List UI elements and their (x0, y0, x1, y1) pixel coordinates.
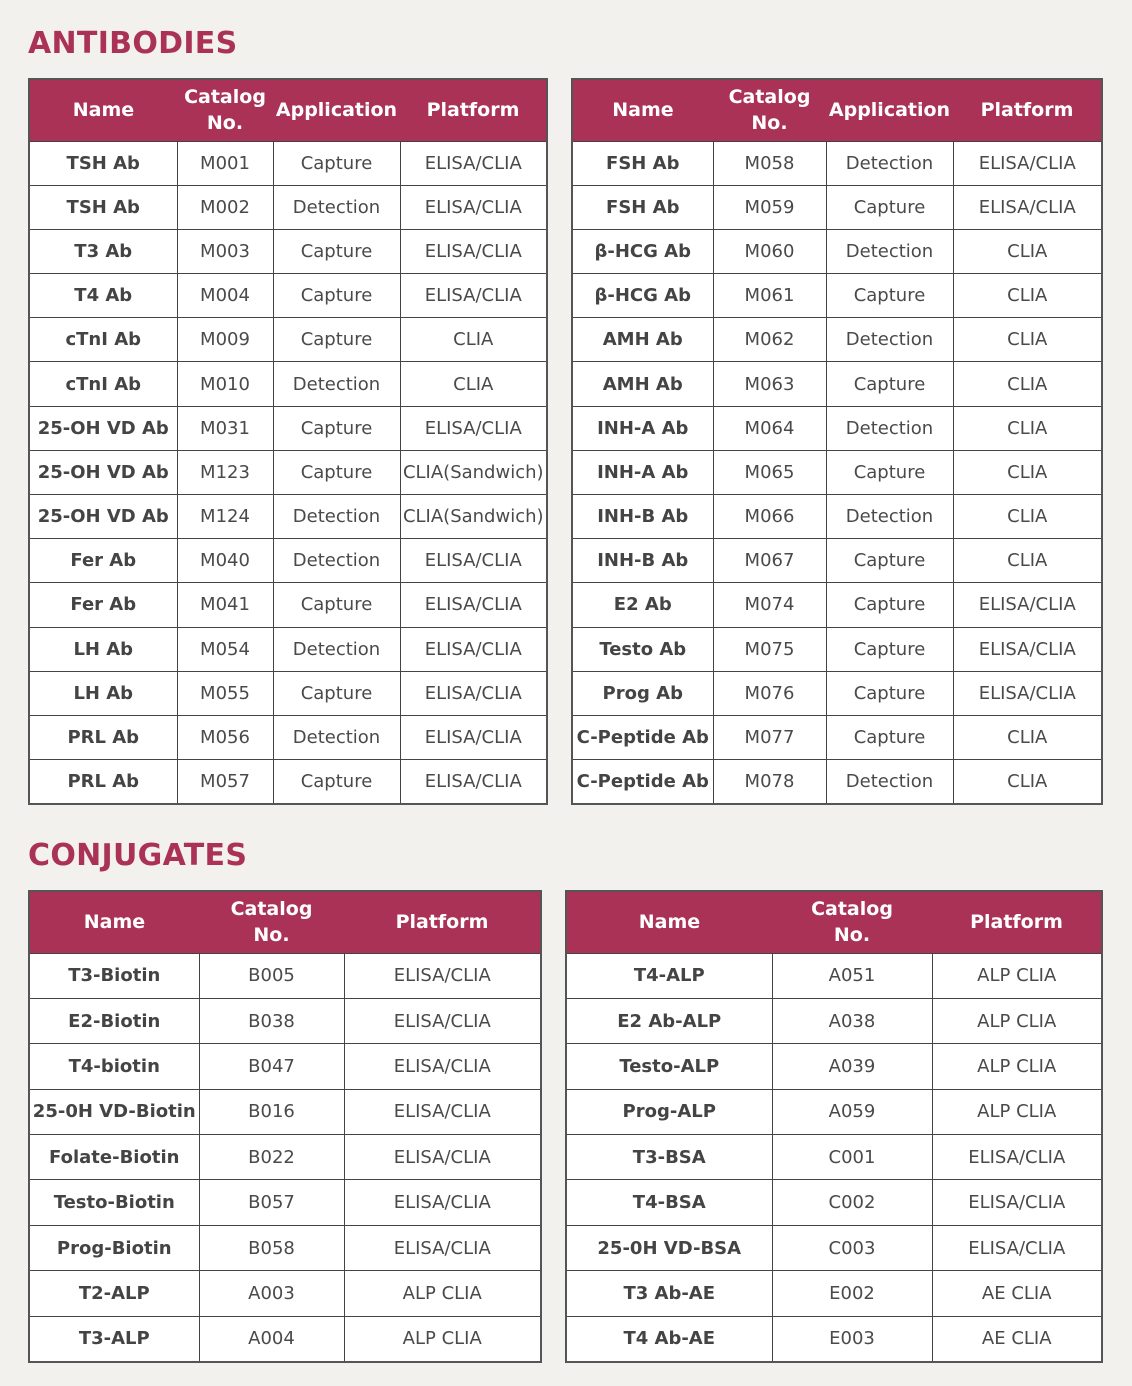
conjugates-table-left (28, 890, 542, 1363)
application-cell: Capture (826, 185, 953, 229)
table-row (572, 760, 1102, 804)
table-row (566, 998, 1102, 1043)
name-cell: T4-biotin (29, 1044, 199, 1089)
name-cell: Testo-Biotin (29, 1180, 199, 1225)
platform-cell: ELISA/CLIA (953, 627, 1102, 671)
table-row (572, 185, 1102, 229)
platform-cell: ELISA/CLIA (953, 583, 1102, 627)
platform-cell: ALP CLIA (344, 1271, 541, 1316)
column-header-name: Name (29, 79, 177, 141)
table-row (29, 362, 547, 406)
catalog-no-cell: M078 (713, 760, 826, 804)
catalog-no-cell: A004 (199, 1316, 344, 1361)
table-row (29, 998, 541, 1043)
platform-cell: AE CLIA (932, 1316, 1102, 1361)
table-row (566, 1271, 1102, 1316)
platform-cell: ELISA/CLIA (344, 1225, 541, 1270)
application-cell: Capture (826, 450, 953, 494)
name-cell: Prog-ALP (566, 1089, 772, 1134)
catalog-no-cell: M076 (713, 671, 826, 715)
application-cell: Capture (826, 274, 953, 318)
name-cell: T3 Ab (29, 229, 177, 273)
name-cell: cTnI Ab (29, 362, 177, 406)
catalog-no-cell: M057 (177, 760, 273, 804)
table-row (29, 318, 547, 362)
application-cell: Capture (273, 318, 400, 362)
catalog-no-cell: M055 (177, 671, 273, 715)
name-cell: INH-B Ab (572, 539, 713, 583)
name-cell: Prog Ab (572, 671, 713, 715)
application-cell: Capture (826, 627, 953, 671)
platform-cell: CLIA (953, 760, 1102, 804)
platform-cell: CLIA (953, 406, 1102, 450)
table-row (572, 362, 1102, 406)
table-row (29, 953, 541, 998)
column-header-catalog-no: Catalog No. (713, 79, 826, 141)
name-cell: TSH Ab (29, 185, 177, 229)
catalog-no-cell: M124 (177, 495, 273, 539)
catalog-no-cell: M010 (177, 362, 273, 406)
catalog-no-cell: M064 (713, 406, 826, 450)
application-cell: Detection (273, 715, 400, 759)
antibodies-title: ANTIBODIES (28, 26, 238, 61)
platform-cell: CLIA (953, 318, 1102, 362)
application-cell: Capture (273, 274, 400, 318)
catalog-no-cell: E002 (772, 1271, 932, 1316)
catalog-no-cell: B057 (199, 1180, 344, 1225)
name-cell: LH Ab (29, 671, 177, 715)
application-cell: Detection (826, 229, 953, 273)
table-row (29, 1225, 541, 1270)
table-row (566, 953, 1102, 998)
application-cell: Capture (273, 141, 400, 185)
platform-cell: CLIA (953, 539, 1102, 583)
platform-cell: CLIA (953, 274, 1102, 318)
table-row (572, 229, 1102, 273)
application-cell: Detection (273, 185, 400, 229)
platform-cell: ELISA/CLIA (400, 715, 547, 759)
table-row (29, 627, 547, 671)
platform-cell: ELISA/CLIA (932, 1135, 1102, 1180)
table-row (29, 141, 547, 185)
table-row (29, 671, 547, 715)
catalog-no-cell: A038 (772, 998, 932, 1043)
table-row (29, 406, 547, 450)
catalog-no-cell: M003 (177, 229, 273, 273)
catalog-no-cell: M063 (713, 362, 826, 406)
name-cell: T2-ALP (29, 1271, 199, 1316)
platform-cell: ELISA/CLIA (400, 627, 547, 671)
table-row (29, 495, 547, 539)
catalog-no-cell: B038 (199, 998, 344, 1043)
platform-cell: ELISA/CLIA (953, 141, 1102, 185)
name-cell: T3-BSA (566, 1135, 772, 1180)
table-row (572, 450, 1102, 494)
catalog-no-cell: M004 (177, 274, 273, 318)
table-row (566, 1180, 1102, 1225)
name-cell: T4 Ab (29, 274, 177, 318)
platform-cell: ELISA/CLIA (953, 671, 1102, 715)
table-row (29, 1135, 541, 1180)
application-cell: Detection (273, 627, 400, 671)
platform-cell: ALP CLIA (932, 998, 1102, 1043)
platform-cell: ELISA/CLIA (400, 760, 547, 804)
conjugates-table-right (565, 890, 1103, 1363)
table-row (29, 185, 547, 229)
name-cell: AMH Ab (572, 362, 713, 406)
catalog-no-cell: M061 (713, 274, 826, 318)
name-cell: 25-OH VD Ab (29, 406, 177, 450)
name-cell: PRL Ab (29, 715, 177, 759)
platform-cell: ELISA/CLIA (400, 185, 547, 229)
application-cell: Detection (826, 318, 953, 362)
application-cell: Capture (826, 362, 953, 406)
table-row (572, 318, 1102, 362)
table-row (29, 1089, 541, 1134)
table-row (566, 1316, 1102, 1361)
catalog-no-cell: M067 (713, 539, 826, 583)
catalog-no-cell: C001 (772, 1135, 932, 1180)
catalog-no-cell: M065 (713, 450, 826, 494)
application-cell: Detection (826, 141, 953, 185)
name-cell: 25-0H VD-BSA (566, 1225, 772, 1270)
name-cell: T4-ALP (566, 953, 772, 998)
platform-cell: ELISA/CLIA (400, 229, 547, 273)
application-cell: Capture (273, 229, 400, 273)
table-row (572, 274, 1102, 318)
name-cell: LH Ab (29, 627, 177, 671)
platform-cell: ELISA/CLIA (400, 141, 547, 185)
table-row (572, 495, 1102, 539)
name-cell: Fer Ab (29, 539, 177, 583)
application-cell: Detection (273, 495, 400, 539)
name-cell: β-HCG Ab (572, 229, 713, 273)
header-row (29, 79, 547, 141)
column-header-platform: Platform (932, 891, 1102, 953)
catalog-no-cell: B058 (199, 1225, 344, 1270)
column-header-application: Application (273, 79, 400, 141)
column-header-platform: Platform (344, 891, 541, 953)
column-header-platform: Platform (953, 79, 1102, 141)
platform-cell: ALP CLIA (344, 1316, 541, 1361)
table-row (572, 539, 1102, 583)
platform-cell: CLIA (953, 715, 1102, 759)
table-row (566, 1089, 1102, 1134)
name-cell: T4 Ab-AE (566, 1316, 772, 1361)
name-cell: Prog-Biotin (29, 1225, 199, 1270)
header-row (29, 891, 541, 953)
header-row (566, 891, 1102, 953)
table-row (29, 539, 547, 583)
table-row (29, 274, 547, 318)
antibodies-table-right (571, 78, 1103, 805)
platform-cell: ELISA/CLIA (344, 953, 541, 998)
platform-cell: ELISA/CLIA (400, 406, 547, 450)
table-row (29, 1044, 541, 1089)
platform-cell: ELISA/CLIA (344, 1044, 541, 1089)
platform-cell: CLIA (400, 318, 547, 362)
platform-cell: ELISA/CLIA (400, 671, 547, 715)
platform-cell: ALP CLIA (932, 1089, 1102, 1134)
table-row (29, 1180, 541, 1225)
catalog-no-cell: M060 (713, 229, 826, 273)
application-cell: Capture (273, 450, 400, 494)
name-cell: TSH Ab (29, 141, 177, 185)
table-row (566, 1135, 1102, 1180)
platform-cell: ELISA/CLIA (344, 998, 541, 1043)
catalog-no-cell: M054 (177, 627, 273, 671)
header-row (572, 79, 1102, 141)
table-row (29, 715, 547, 759)
name-cell: T3-ALP (29, 1316, 199, 1361)
catalog-no-cell: B047 (199, 1044, 344, 1089)
platform-cell: CLIA (400, 362, 547, 406)
conjugates-title: CONJUGATES (28, 838, 248, 873)
name-cell: INH-B Ab (572, 495, 713, 539)
name-cell: T3 Ab-AE (566, 1271, 772, 1316)
catalog-no-cell: M041 (177, 583, 273, 627)
catalog-no-cell: M009 (177, 318, 273, 362)
column-header-name: Name (566, 891, 772, 953)
platform-cell: CLIA(Sandwich) (400, 495, 547, 539)
table-row (572, 715, 1102, 759)
platform-cell: CLIA (953, 229, 1102, 273)
name-cell: FSH Ab (572, 185, 713, 229)
table-row (566, 1225, 1102, 1270)
platform-cell: AE CLIA (932, 1271, 1102, 1316)
name-cell: 25-0H VD-Biotin (29, 1089, 199, 1134)
name-cell: 25-OH VD Ab (29, 495, 177, 539)
application-cell: Detection (826, 495, 953, 539)
table-row (29, 583, 547, 627)
catalog-no-cell: A051 (772, 953, 932, 998)
table-row (572, 406, 1102, 450)
name-cell: Folate-Biotin (29, 1135, 199, 1180)
column-header-platform: Platform (400, 79, 547, 141)
table-row (29, 450, 547, 494)
column-header-application: Application (826, 79, 953, 141)
column-header-catalog-no: Catalog No. (199, 891, 344, 953)
catalog-no-cell: M058 (713, 141, 826, 185)
catalog-no-cell: M002 (177, 185, 273, 229)
column-header-name: Name (29, 891, 199, 953)
catalog-no-cell: M074 (713, 583, 826, 627)
application-cell: Capture (826, 715, 953, 759)
platform-cell: CLIA(Sandwich) (400, 450, 547, 494)
name-cell: FSH Ab (572, 141, 713, 185)
platform-cell: ELISA/CLIA (344, 1180, 541, 1225)
table-row (29, 1271, 541, 1316)
name-cell: C-Peptide Ab (572, 760, 713, 804)
column-header-catalog-no: Catalog No. (772, 891, 932, 953)
name-cell: PRL Ab (29, 760, 177, 804)
name-cell: AMH Ab (572, 318, 713, 362)
catalog-no-cell: B022 (199, 1135, 344, 1180)
platform-cell: ELISA/CLIA (344, 1135, 541, 1180)
name-cell: INH-A Ab (572, 450, 713, 494)
application-cell: Detection (826, 760, 953, 804)
platform-cell: ELISA/CLIA (953, 185, 1102, 229)
application-cell: Detection (273, 362, 400, 406)
catalog-no-cell: C002 (772, 1180, 932, 1225)
name-cell: β-HCG Ab (572, 274, 713, 318)
platform-cell: ELISA/CLIA (932, 1180, 1102, 1225)
column-header-catalog-no: Catalog No. (177, 79, 273, 141)
catalog-no-cell: A003 (199, 1271, 344, 1316)
platform-cell: ELISA/CLIA (400, 274, 547, 318)
table-row (29, 229, 547, 273)
platform-cell: CLIA (953, 495, 1102, 539)
catalog-no-cell: M031 (177, 406, 273, 450)
application-cell: Capture (826, 583, 953, 627)
catalog-no-cell: C003 (772, 1225, 932, 1270)
name-cell: E2-Biotin (29, 998, 199, 1043)
platform-cell: CLIA (953, 362, 1102, 406)
platform-cell: CLIA (953, 450, 1102, 494)
application-cell: Detection (273, 539, 400, 583)
platform-cell: ELISA/CLIA (932, 1225, 1102, 1270)
catalog-no-cell: M062 (713, 318, 826, 362)
column-header-name: Name (572, 79, 713, 141)
catalog-no-cell: A039 (772, 1044, 932, 1089)
catalog-no-cell: E003 (772, 1316, 932, 1361)
platform-cell: ALP CLIA (932, 1044, 1102, 1089)
name-cell: Fer Ab (29, 583, 177, 627)
name-cell: E2 Ab-ALP (566, 998, 772, 1043)
catalog-no-cell: M123 (177, 450, 273, 494)
catalog-no-cell: M075 (713, 627, 826, 671)
application-cell: Detection (826, 406, 953, 450)
antibodies-table-left (28, 78, 548, 805)
name-cell: C-Peptide Ab (572, 715, 713, 759)
catalog-no-cell: M066 (713, 495, 826, 539)
application-cell: Capture (826, 539, 953, 583)
table-row (572, 671, 1102, 715)
table-row (572, 141, 1102, 185)
name-cell: Testo-ALP (566, 1044, 772, 1089)
table-row (566, 1044, 1102, 1089)
catalog-no-cell: M056 (177, 715, 273, 759)
name-cell: T3-Biotin (29, 953, 199, 998)
catalog-no-cell: M040 (177, 539, 273, 583)
table-row (29, 760, 547, 804)
application-cell: Capture (826, 671, 953, 715)
application-cell: Capture (273, 760, 400, 804)
name-cell: Testo Ab (572, 627, 713, 671)
platform-cell: ALP CLIA (932, 953, 1102, 998)
catalog-no-cell: M001 (177, 141, 273, 185)
application-cell: Capture (273, 583, 400, 627)
table-row (572, 583, 1102, 627)
table-row (29, 1316, 541, 1361)
name-cell: T4-BSA (566, 1180, 772, 1225)
catalog-no-cell: A059 (772, 1089, 932, 1134)
name-cell: INH-A Ab (572, 406, 713, 450)
application-cell: Capture (273, 671, 400, 715)
table-row (572, 627, 1102, 671)
catalog-no-cell: M059 (713, 185, 826, 229)
name-cell: 25-OH VD Ab (29, 450, 177, 494)
name-cell: E2 Ab (572, 583, 713, 627)
catalog-no-cell: M077 (713, 715, 826, 759)
platform-cell: ELISA/CLIA (344, 1089, 541, 1134)
application-cell: Capture (273, 406, 400, 450)
platform-cell: ELISA/CLIA (400, 583, 547, 627)
catalog-no-cell: B005 (199, 953, 344, 998)
platform-cell: ELISA/CLIA (400, 539, 547, 583)
name-cell: cTnI Ab (29, 318, 177, 362)
catalog-no-cell: B016 (199, 1089, 344, 1134)
